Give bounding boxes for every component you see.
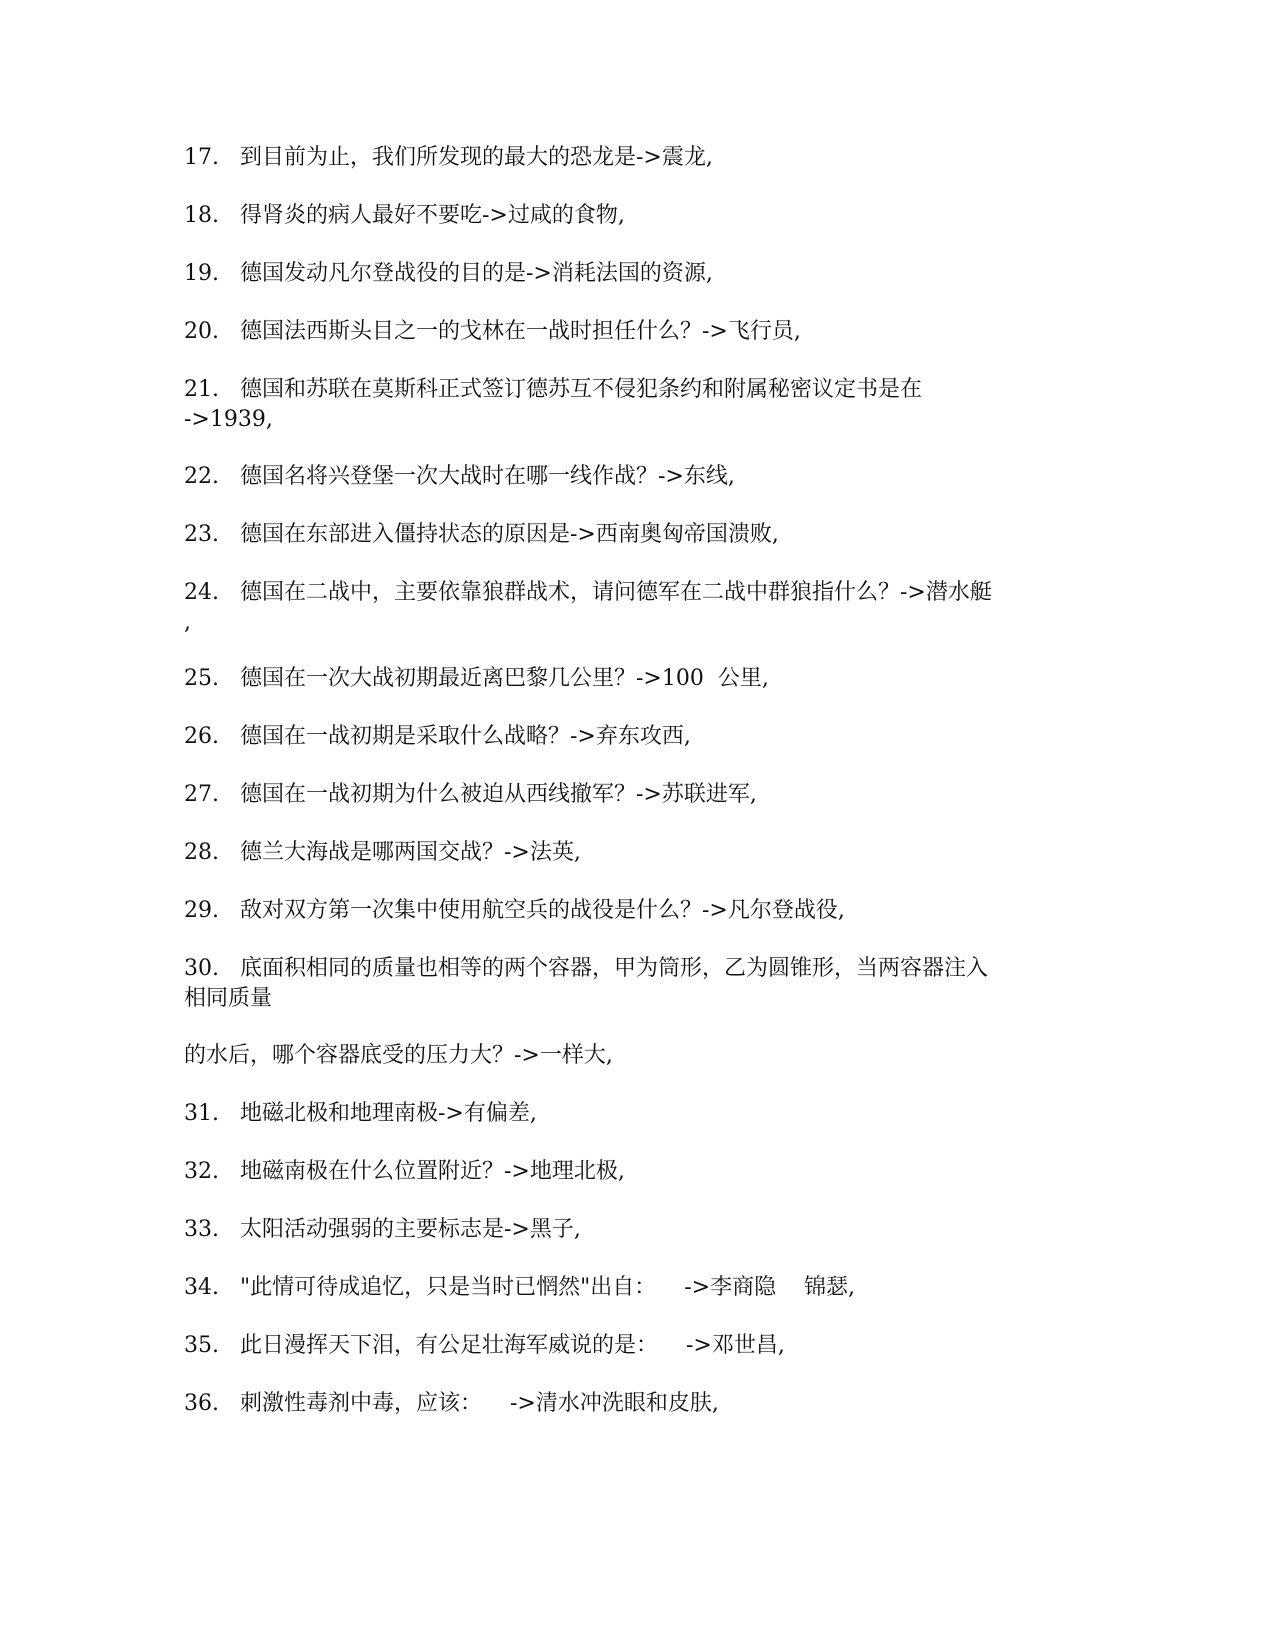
item-text: 德国法西斯头目之一的戈林在一战时担任什么？->飞行员, <box>240 319 801 344</box>
item-text: 德国在一次大战初期最近离巴黎几公里？->100 公里, <box>240 666 769 691</box>
item-text: 敌对双方第一次集中使用航空兵的战役是什么？->凡尔登战役, <box>240 898 845 923</box>
item-number: 36. <box>184 1391 219 1416</box>
item-number: 35. <box>184 1333 219 1358</box>
list-item <box>184 201 1084 231</box>
item-text: 德国在一战初期是采取什么战略？->弃东攻西, <box>240 724 691 749</box>
item-number: 30. <box>184 956 219 981</box>
list-item <box>184 375 1084 405</box>
item-number: 32. <box>184 1159 219 1184</box>
list-item-continuation: ->1939, <box>184 407 273 432</box>
list-item <box>184 1157 1084 1187</box>
list-item <box>184 1215 1084 1245</box>
item-number: 29. <box>184 898 219 923</box>
item-number: 34. <box>184 1275 219 1300</box>
list-item <box>184 780 1084 810</box>
item-number: 18. <box>184 203 219 228</box>
item-text: 德国在东部进入僵持状态的原因是->西南奥匈帝国溃败, <box>240 522 779 547</box>
list-item <box>184 1389 1084 1419</box>
item-text: 德国和苏联在莫斯科正式签订德苏互不侵犯条约和附属秘密议定书是在 <box>240 377 923 402</box>
list-item-continuation: 相同质量 <box>184 986 273 1011</box>
list-item <box>184 1331 1084 1361</box>
list-item <box>184 1099 1084 1129</box>
list-item <box>184 317 1084 347</box>
list-item <box>184 1273 1084 1303</box>
item-text: 德国发动凡尔登战役的目的是->消耗法国的资源, <box>240 261 713 286</box>
item-number: 19. <box>184 261 219 286</box>
item-number: 33. <box>184 1217 219 1242</box>
item-text: 德国在二战中，主要依靠狼群战术，请问德军在二战中群狼指什么？->潜水艇 <box>240 580 992 605</box>
item-number: 24. <box>184 580 219 605</box>
list-item <box>184 722 1084 752</box>
item-text: 底面积相同的质量也相等的两个容器，甲为筒形，乙为圆锥形，当两容器注入 <box>240 956 989 981</box>
item-text: 德国名将兴登堡一次大战时在哪一线作战？->东线, <box>240 464 735 489</box>
item-text: 太阳活动强弱的主要标志是->黑子, <box>240 1217 581 1242</box>
item-number: 28. <box>184 840 219 865</box>
item-text: 德兰大海战是哪两国交战？->法英, <box>240 840 581 865</box>
list-item-continuation: , <box>184 610 191 635</box>
item-text: 地磁南极在什么位置附近？->地理北极, <box>240 1159 625 1184</box>
item-number: 17. <box>184 145 219 170</box>
item-text: 刺激性毒剂中毒，应该： ->清水冲洗眼和皮肤, <box>240 1391 719 1416</box>
item-number: 31. <box>184 1101 219 1126</box>
item-text: 地磁北极和地理南极->有偏差, <box>240 1101 537 1126</box>
list-item <box>184 664 1084 694</box>
item-text: 到目前为止，我们所发现的最大的恐龙是->震龙, <box>240 145 713 170</box>
item-number: 26. <box>184 724 219 749</box>
list-item <box>184 838 1084 868</box>
list-item <box>184 143 1084 173</box>
item-text: 此日漫挥天下泪，有公足壮海军威说的是： ->邓世昌, <box>240 1333 785 1358</box>
list-item <box>184 520 1084 550</box>
list-item <box>184 954 1084 984</box>
list-item-paragraph: 的水后，哪个容器底受的压力大？->一样大, <box>184 1043 613 1068</box>
item-text: "此情可待成追忆，只是当时已惘然"出自： ->李商隐 锦瑟, <box>240 1275 856 1300</box>
item-text: 得肾炎的病人最好不要吃->过咸的食物, <box>240 203 625 228</box>
list-item <box>184 462 1084 492</box>
list-item <box>184 578 1084 608</box>
item-number: 22. <box>184 464 219 489</box>
item-number: 27. <box>184 782 219 807</box>
item-number: 21. <box>184 377 219 402</box>
item-number: 20. <box>184 319 219 344</box>
item-number: 23. <box>184 522 219 547</box>
item-text: 德国在一战初期为什么被迫从西线撤军？->苏联进军, <box>240 782 757 807</box>
list-item <box>184 259 1084 289</box>
list-item <box>184 896 1084 926</box>
item-number: 25. <box>184 666 219 691</box>
